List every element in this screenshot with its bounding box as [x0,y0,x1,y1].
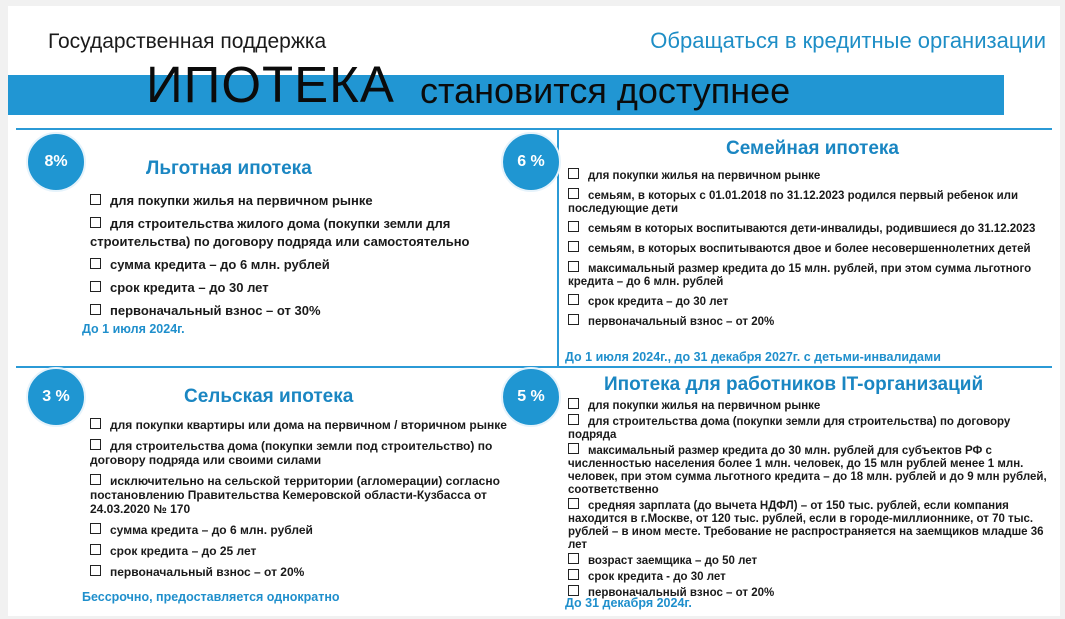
checkbox-icon [90,281,101,292]
checkbox-icon [568,314,579,325]
checkbox-icon [90,523,101,534]
checkbox-icon [90,194,101,205]
list-item: срок кредита – до 30 лет [568,294,1048,309]
rate-badge-rural: 3 % [26,367,86,427]
checkbox-icon [90,544,101,555]
checkbox-icon [568,398,579,409]
list-item: для строительства дома (покупки земли для строительства) по договору подряда [568,416,1011,441]
checkbox-icon [568,585,579,596]
list-item: срок кредита – до 30 лет [90,279,530,297]
checkbox-icon [568,168,579,179]
checkbox-icon [568,241,579,252]
section-title-it: Ипотека для работников IT-организаций [604,374,984,395]
header-right-text: Обращаться в кредитные организации [650,28,1046,53]
list-item: для строительства жилого дома (покупки земли для строительства) по договору подряда или самостоятельно [90,216,470,249]
checkbox-icon [568,188,579,199]
page-subtitle: становится доступнее [420,70,791,111]
checkbox-icon [568,569,579,580]
rate-badge-preferential: 8% [26,132,86,192]
checkbox-icon [568,294,579,305]
list-item: первоначальный взнос – от 20% [90,565,530,579]
term-note-preferential: До 1 июля 2024г. [82,322,185,336]
section-title-preferential: Льготная ипотека [146,158,312,179]
checkbox-icon [90,258,101,269]
rate-badge-family: 6 % [501,132,561,192]
divider-top [16,128,1052,130]
checkbox-icon [90,304,101,315]
list-item: для покупки квартиры или дома на первичном / вторичном рынке [90,418,530,432]
checkbox-icon [568,261,579,272]
list-item: семьям, в которых воспитываются двое и более несовершеннолетних детей [568,241,1048,256]
list-it [568,398,1048,601]
list-rural [90,418,530,586]
list-item: семьям, в которых с 01.01.2018 по 31.12.2023 родился первый ребенок или последующие дети [568,190,1019,215]
list-item: для покупки жилья на первичном рынке [568,398,1048,413]
list-item: для строительства дома (покупки земли под строительство) по договору подряда или своими силами [90,439,493,467]
header-left-text: Государственная поддержка [48,30,327,53]
checkbox-icon [568,553,579,564]
term-note-rural: Бессрочно, предоставляется однократно [82,590,340,604]
list-item: срок кредита - до 30 лет [568,569,1048,584]
list-item: срок кредита – до 25 лет [90,544,530,558]
list-item: первоначальный взнос – от 30% [90,302,530,320]
term-note-it: До 31 декабря 2024г. [565,596,692,610]
list-item: первоначальный взнос – от 20% [568,585,1048,600]
rate-badge-it: 5 % [501,367,561,427]
list-item: исключительно на сельской территории (агломерации) согласно постановлению Правительства Кемеровской области-Кузбасса от 24.03.2020 № 170 [90,474,500,516]
section-title-family: Семейная ипотека [726,138,899,159]
checkbox-icon [90,474,101,485]
checkbox-icon [90,217,101,228]
checkbox-icon [568,498,579,509]
list-item: максимальный размер кредита до 30 млн. рублей для субъектов РФ с численностью населения более 1 млн. человек, до 15 млн рублей менее 1 млн. человек, при этом сумма льготного кредита – до 18 млн. рублей и до 9 млн рублей, соответственно [568,445,1047,496]
list-item: для покупки жилья на первичном рынке [568,168,1048,183]
list-item: средняя зарплата (до вычета НДФЛ) – от 150 тыс. рублей, если компания находится в г.Москве, от 120 тыс. рублей, если в городе-миллионнике, от 70 тыс. рублей – в ином месте. Требование не распространяется на заемщиков младше 36 лет [568,500,1044,551]
checkbox-icon [90,565,101,576]
list-family [568,168,1048,334]
term-note-family: До 1 июля 2024г., до 31 декабря 2027г. с детьми-инвалидами [565,350,941,364]
page-title: ИПОТЕКА [146,56,395,113]
checkbox-icon [568,414,579,425]
list-item: для покупки жилья на первичном рынке [90,192,530,210]
section-title-rural: Сельская ипотека [184,386,354,407]
checkbox-icon [90,439,101,450]
list-item: максимальный размер кредита до 15 млн. рублей, при этом сумма льготного кредита – до 6 млн. рублей [568,263,1032,288]
list-item: первоначальный взнос – от 20% [568,314,1048,329]
list-item: сумма кредита – до 6 млн. рублей [90,523,530,537]
slide [8,6,1060,616]
checkbox-icon [90,418,101,429]
list-item: семьям в которых воспитываются дети-инвалиды, родившиеся до 31.12.2023 [568,221,1048,236]
list-preferential [90,192,530,325]
checkbox-icon [568,443,579,454]
list-item: сумма кредита – до 6 млн. рублей [90,256,530,274]
list-item: возраст заемщика – до 50 лет [568,553,1048,568]
checkbox-icon [568,221,579,232]
